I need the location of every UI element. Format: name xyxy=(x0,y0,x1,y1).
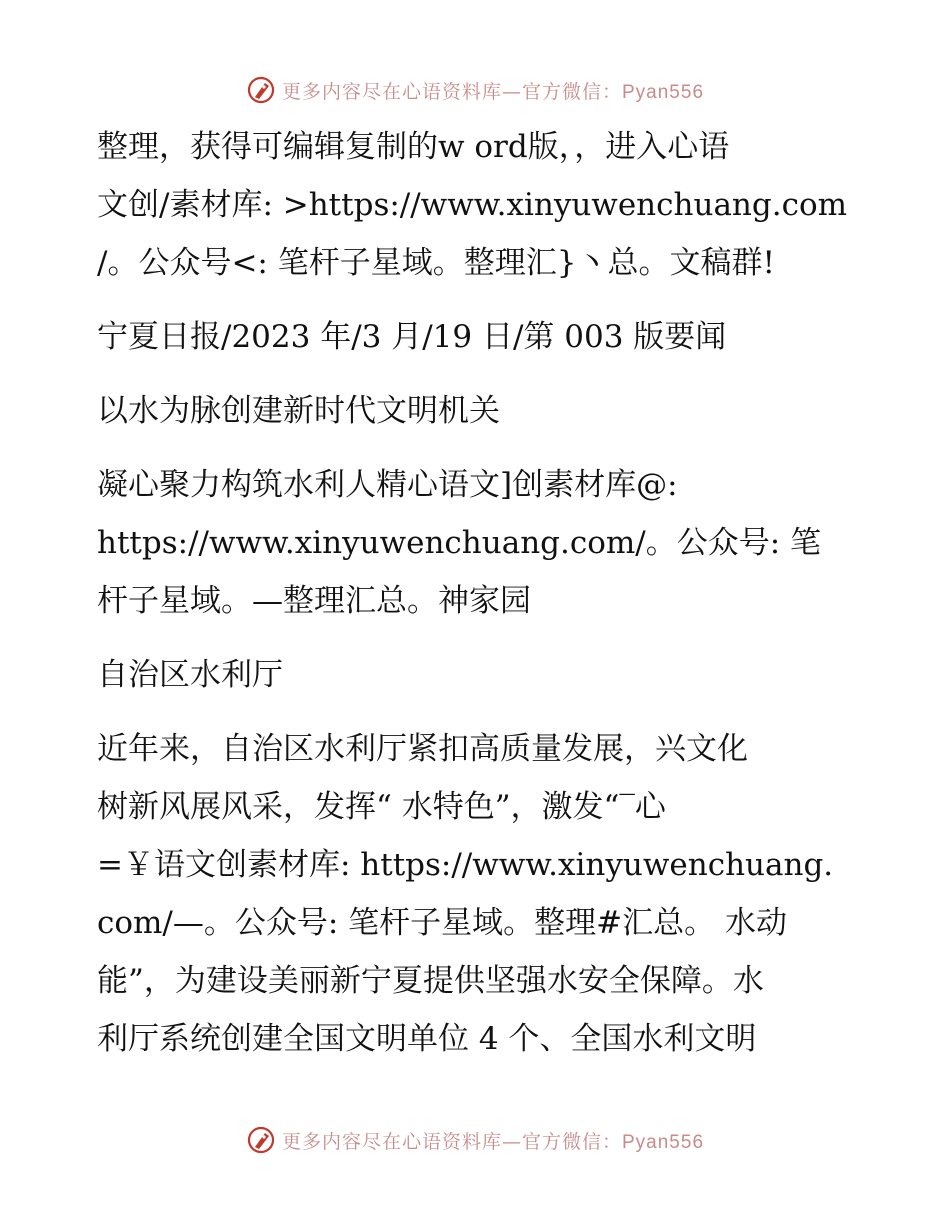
banner-text: 更多内容尽在心语资料库—官方微信：Pyan556 xyxy=(281,1130,705,1153)
text-line: 以水为脉创建新时代文明机关 xyxy=(97,393,500,429)
text-line: 利厅系统创建全国文明单位 4 个、全国水利文明 xyxy=(97,1021,757,1057)
paragraph-source-line xyxy=(97,308,857,366)
paragraph-intro-notice xyxy=(97,118,857,292)
text-line: 文创/素材库: >https://www.xinyuwenchuang.com xyxy=(97,187,848,223)
paragraph-body xyxy=(97,720,857,1068)
banner-text: 更多内容尽在心语资料库—官方微信：Pyan556 xyxy=(281,80,705,103)
text-line: 整理，获得可编辑复制的w ord版，，进入心语 xyxy=(97,129,730,165)
pen-nib-logo-icon xyxy=(246,75,276,105)
paragraph-subheadline xyxy=(97,456,857,630)
paragraph-author xyxy=(97,646,857,704)
banner-wechat: Pyan556 xyxy=(622,81,705,103)
text-line: 杆子星域。—整理汇总。神家园 xyxy=(97,583,531,619)
footer-banner xyxy=(0,1120,950,1160)
banner-wechat: Pyan556 xyxy=(622,1131,705,1153)
text-line: 宁夏日报/2023 年/3 月/19 日/第 003 版要闻 xyxy=(97,319,727,355)
text-line: 树新风展风采，发挥“ 水特色”，激发“‾心 xyxy=(97,789,666,825)
text-line: 能”，为建设美丽新宁夏提供坚强水安全保障。水 xyxy=(97,963,764,999)
paragraph-headline xyxy=(97,382,857,440)
text-line: 凝心聚力构筑水利人精心语文]创素材库@: xyxy=(97,467,678,503)
document-body xyxy=(97,118,857,1068)
text-line: =￥语文创素材库: https://www.xinyuwenchuang. xyxy=(97,847,834,883)
pen-nib-logo-icon xyxy=(246,1125,276,1155)
text-line: /。公众号<: 笔杆子星域。整理汇}丶总。文稿群! xyxy=(97,245,775,281)
text-line: 近年来，自治区水利厅紧扣高质量发展，兴文化 xyxy=(97,731,748,767)
header-banner xyxy=(0,70,950,110)
text-line: 自治区水利厅 xyxy=(97,657,283,693)
text-line: com/—。公众号: 笔杆子星域。整理#汇总。 水动 xyxy=(97,905,787,941)
text-line: https://www.xinyuwenchuang.com/。公众号: 笔 xyxy=(97,525,822,561)
